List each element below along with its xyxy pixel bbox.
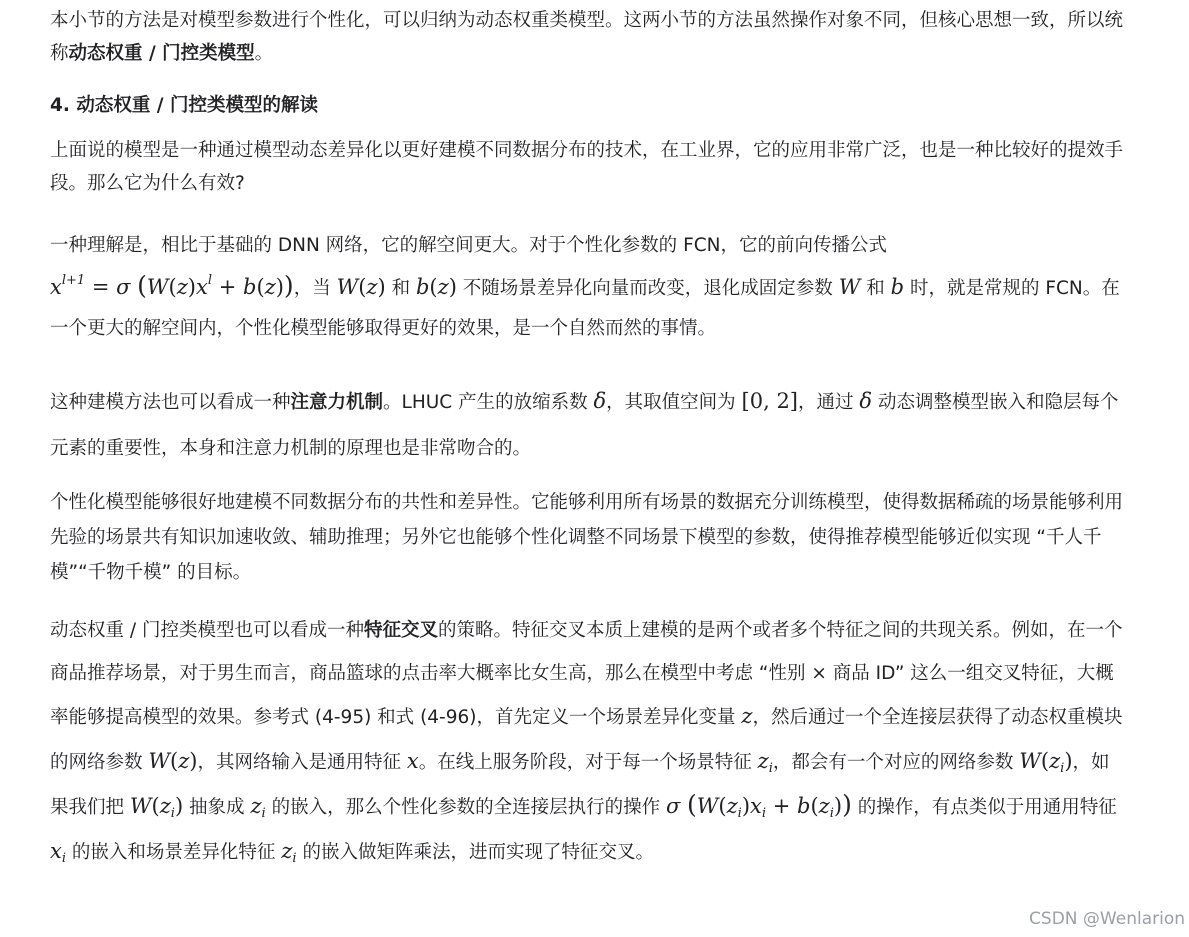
formula-bz: b(z)	[415, 275, 457, 299]
paragraph-feature-cross: 动态权重 / 门控类模型也可以看成一种特征交叉的策略。特征交叉本质上建模的是两个或者多个特征之间的共现关系。例如，在一个商品推荐场景，对于男生而言，商品篮球的点击率大概率比女生高，那么在模型中考虑 “性别 × 商品 ID” 这么一组交叉特征，大概率能够提高模型的效果。参考式 (4-95) 和式 (4-96)，首先定义一个场景差异化变量 z，然后通过一个全连接层获得了动态权重模块的网络参数 W(z)，其网络输入是通用特征 x。在线上服务阶段，对于每一个场景特征 $z_i$，都会有一个对应的网络参数 $W(z_i)$，如果我们把 $W(z_i)$ 抽象成 $z_i$ 的嵌入，那么个性化参数的全连接层执行的操作 σ $(W(z_i)x_i + b(z_i))$ 的操作，有点类似于用通用特征 $x_i$ 的嵌入和场景差异化特征 $z_i$ 的嵌入做矩阵乘法，进而实现了特征交叉。	[50, 620, 1123, 866]
formula-delta-2: δ	[859, 389, 873, 413]
bold-term-feature-cross: 特征交叉	[364, 620, 439, 641]
formula-fcn-op: σ $(W(z_i)x_i + b(z_i))$	[666, 790, 852, 821]
formula-wz-2: W(z)	[148, 748, 198, 773]
formula-b: b	[890, 275, 905, 299]
formula-wzi: $W(z_i)$	[1019, 748, 1073, 776]
paragraph-solution-space: 一种理解是，相比于基础的 DNN 网络，它的解空间更大。对于个性化参数的 FCN，它的前向传播公式 $x^{l+1} = \sigma$ $(W(z)x^l + b(z))$，当 W(z) 和 b(z) 不随场景差异化向量而改变，退化成固定参数 W 和 b 时，就是常规的 FCN。在一个更大的解空间内，个性化模型能够取得更好的效果，是一个自然而然的事情。	[50, 235, 1120, 339]
section-heading: 4. 动态权重 / 门控类模型的解读	[50, 95, 318, 116]
formula-zi-2: $z_i$	[250, 794, 266, 821]
paragraph-why-effective: 上面说的模型是一种通过模型动态差异化以更好建模不同数据分布的技术，在工业界，它的应用非常广泛，也是一种比较好的提效手段。那么它为什么有效?	[50, 140, 1124, 194]
formula-zi: $z_i$	[757, 748, 773, 776]
formula-forward-propagation: $x^{l+1} = \sigma$ $(W(z)x^l + b(z))$	[50, 271, 294, 300]
csdn-watermark: CSDN @Wenlarion	[1029, 909, 1185, 929]
paragraph-commonality: 个性化模型能够很好地建模不同数据分布的共性和差异性。它能够利用所有场景的数据充分训练模型，使得数据稀疏的场景能够利用先验的场景共有知识加速收敛、辅助推理；另外它也能够个性化调整不同场景下模型的参数，使得推荐模型能够近似实现 “千人千模”“千物千模” 的目标。	[50, 492, 1124, 583]
formula-wz: W(z)	[336, 275, 386, 299]
formula-delta: δ	[593, 389, 607, 413]
formula-wzi-2: $W(z_i)$	[129, 794, 184, 821]
formula-zi-3: $z_i$	[281, 838, 297, 866]
formula-x: x	[406, 748, 419, 773]
paragraph-intro: 本小节的方法是对模型参数进行个性化，可以归纳为动态权重类模型。这两小节的方法虽然操作对象不同，但核心思想一致，所以统称动态权重 / 门控类模型。	[50, 10, 1124, 64]
formula-range: [0, 2]	[741, 389, 799, 413]
formula-w: W	[838, 275, 861, 299]
formula-z: z	[741, 704, 753, 728]
bold-term-dynamic-weight: 动态权重 / 门控类模型	[68, 43, 255, 64]
bold-term-attention: 注意力机制	[290, 392, 384, 413]
paragraph-attention: 这种建模方法也可以看成一种注意力机制。LHUC 产生的放缩系数 δ，其取值空间为 [0, 2]，通过 δ 动态调整模型嵌入和隐层每个元素的重要性，本身和注意力机制的原理也是非常吻合的。	[50, 389, 1119, 459]
formula-xi: $x_i$	[50, 838, 67, 866]
